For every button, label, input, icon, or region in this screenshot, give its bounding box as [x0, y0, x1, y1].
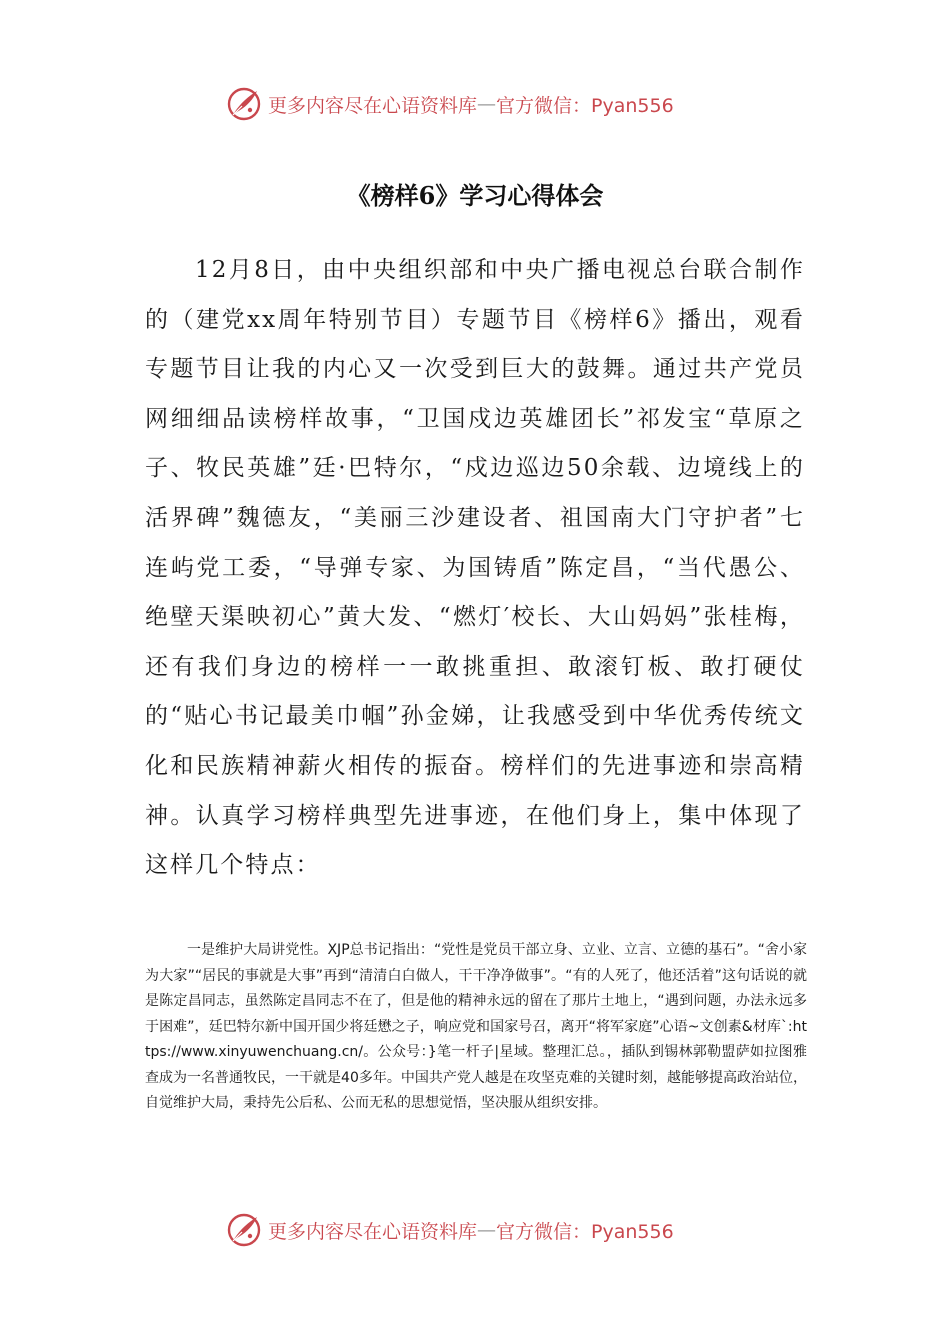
quill-logo-icon: [226, 1212, 262, 1248]
footer-banner-separator: —: [477, 1219, 497, 1241]
body-paragraph-1: 12月8日，由中央组织部和中央广播电视总台联合制作的（建党xx周年特别节目）专题节目《榜样6》播出，观看专题节目让我的内心又一次受到巨大的鼓舞。通过共产党员网细细品读榜样故事，“卫国戍边英雄团长”祁发宝“草原之子、牧民英雄”廷·巴特尔，“戍边巡边50余载、边境线上的活界碑”魏德友，“美丽三沙建设者、祖国南大门守护者”七连屿党工委，“导弹专家、为国铸盾”陈定昌，“当代愚公、绝壁天渠映初心”黄大发、“燃灯′校长、大山妈妈”张桂梅，还有我们身边的榜样一一敢挑重担、敢滚钉板、敢打硬仗的“贴心书记最美巾帼”孙金娣，让我感受到中华优秀传统文化和民族精神薪火相传的振奋。榜样们的先进事迹和崇高精神。认真学习榜样典型先进事迹，在他们身上，集中体现了这样几个特点：: [145, 257, 805, 879]
footer-banner: [226, 1210, 726, 1250]
footer-banner-wechat: 官方微信：Pyan556: [496, 1220, 674, 1243]
header-banner: [226, 84, 726, 124]
quill-logo-icon: [226, 86, 262, 122]
header-banner-separator: —: [477, 93, 497, 115]
footer-banner-text: 更多内容尽在心语资料库: [268, 1220, 478, 1243]
body-paragraph-2: 一是维护大局讲党性。XJP总书记指出：“党性是党员干部立身、立业、立言、立德的基石”。“舍小家为大家”“居民的事就是大事”再到“清清白白做人，干干净净做事”。“有的人死了，他还活着”这句话说的就是陈定昌同志，虽然陈定昌同志不在了，但是他的精神永远的留在了那片土地上，“遇到问题，办法永远多于困难”，廷巴特尔新中国开国少将廷懋之子，响应党和国家号召，离开“将军家庭”心语~文创素&材库`:https://www.xinyuwenchuang.cn/。公众号：}笔一杆子|星域。整理汇总。，插队到锡林郭勒盟萨如拉图雅查成为一名普通牧民，一干就是40多年。中国共产党人越是在攻坚克难的关键时刻，越能够提高政治站位，自觉维护大局，秉持先公后私、公而无私的思想觉悟，坚决服从组织安排。: [145, 942, 807, 1111]
document-title: 《榜样6》学习心得体会: [346, 181, 604, 210]
header-banner-wechat: 官方微信：Pyan556: [496, 94, 674, 117]
header-banner-text: 更多内容尽在心语资料库: [268, 94, 478, 117]
